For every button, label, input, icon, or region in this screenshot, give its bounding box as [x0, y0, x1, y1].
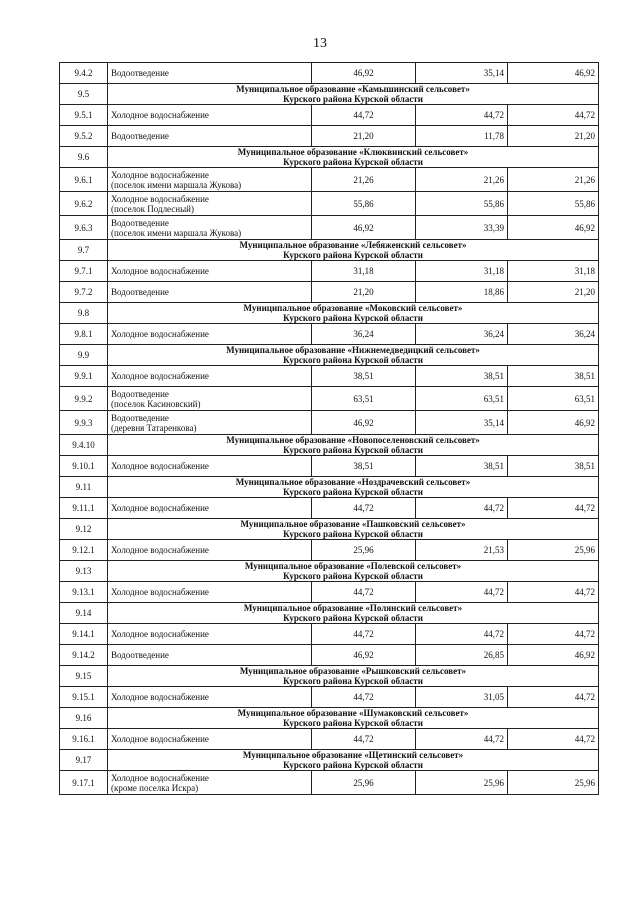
tariff-value-3: 46,92 — [508, 645, 599, 666]
row-number: 9.16 — [60, 708, 108, 729]
municipality-header-row — [60, 708, 599, 729]
tariff-value-1: 25,96 — [312, 771, 416, 795]
service-name-line: Водоотведение — [111, 388, 169, 399]
row-number: 9.12 — [60, 519, 108, 540]
service-name — [108, 366, 312, 387]
tariff-value-2: 21,26 — [416, 168, 508, 192]
municipality-title-line: Курского района Курской области — [283, 445, 423, 455]
tariff-value-1: 31,18 — [312, 261, 416, 282]
tariff-value-2: 55,86 — [416, 192, 508, 216]
tariff-value-3: 44,72 — [508, 498, 599, 519]
tariff-value-1: 21,26 — [312, 168, 416, 192]
row-number: 9.14 — [60, 603, 108, 624]
service-name — [108, 282, 312, 303]
row-number: 9.10.1 — [60, 456, 108, 477]
row-number: 9.5 — [60, 84, 108, 105]
service-name-line: Холодное водоснабжение — [111, 587, 209, 597]
tariff-value-1: 36,24 — [312, 324, 416, 345]
service-name-line: (деревня Татаренкова) — [111, 422, 197, 433]
tariff-value-2: 38,51 — [416, 366, 508, 387]
row-number: 9.13 — [60, 561, 108, 582]
municipality-title — [108, 561, 599, 582]
service-name-line: Холодное водоснабжение — [111, 545, 209, 555]
municipality-title-line: Муниципальное образование «Щетинский сельсовет» — [242, 750, 464, 760]
municipality-title-line: Курского района Курской области — [283, 94, 423, 104]
tariff-value-1: 44,72 — [312, 105, 416, 126]
service-name-line: (кроме поселка Искра) — [111, 782, 199, 793]
municipality-title-line: Муниципальное образование «Рышковский сельсовет» — [239, 666, 467, 676]
tariff-value-3: 55,86 — [508, 192, 599, 216]
service-name — [108, 624, 312, 645]
service-name — [108, 645, 312, 666]
tariff-value-1: 21,20 — [312, 282, 416, 303]
service-name-line: Холодное водоснабжение — [111, 266, 209, 276]
table-row — [60, 498, 599, 519]
table-row — [60, 366, 599, 387]
municipality-title — [108, 435, 599, 456]
tariff-value-3: 44,72 — [508, 582, 599, 603]
tariff-value-1: 46,92 — [312, 411, 416, 435]
row-number: 9.6.1 — [60, 168, 108, 192]
tariff-value-3: 46,92 — [508, 216, 599, 240]
tariff-value-3: 36,24 — [508, 324, 599, 345]
service-name — [108, 105, 312, 126]
tariff-value-1: 46,92 — [312, 63, 416, 84]
service-name-line: Холодное водоснабжение — [111, 692, 209, 702]
municipality-title-line: Курского района Курской области — [283, 250, 423, 260]
tariff-value-2: 25,96 — [416, 771, 508, 795]
row-number: 9.11 — [60, 477, 108, 498]
municipality-title — [108, 240, 599, 261]
municipality-title-line: Муниципальное образование «Камышинский сельсовет» — [236, 84, 470, 94]
tariff-value-2: 44,72 — [416, 105, 508, 126]
table-row — [60, 192, 599, 216]
municipality-title-line: Курского района Курской области — [283, 718, 423, 728]
tariff-value-2: 36,24 — [416, 324, 508, 345]
service-name — [108, 687, 312, 708]
tariff-value-3: 25,96 — [508, 540, 599, 561]
tariff-value-2: 33,39 — [416, 216, 508, 240]
tariff-value-2: 21,53 — [416, 540, 508, 561]
municipality-title — [108, 345, 599, 366]
tariff-value-2: 44,72 — [416, 582, 508, 603]
row-number: 9.4.10 — [60, 435, 108, 456]
service-name — [108, 387, 312, 411]
service-name-line: Холодное водоснабжение — [111, 169, 209, 180]
row-number: 9.8 — [60, 303, 108, 324]
municipality-title-line: Курского района Курской области — [283, 571, 423, 581]
municipality-title-line: Курского района Курской области — [283, 529, 423, 539]
tariff-value-1: 25,96 — [312, 540, 416, 561]
municipality-header-row — [60, 666, 599, 687]
municipality-title-line: Муниципальное образование «Клюквинский сельсовет» — [237, 147, 469, 157]
row-number: 9.13.1 — [60, 582, 108, 603]
service-name — [108, 582, 312, 603]
row-number: 9.7.2 — [60, 282, 108, 303]
page-number: 13 — [313, 36, 327, 51]
municipality-title-line: Курского района Курской области — [283, 613, 423, 623]
table-row — [60, 105, 599, 126]
municipality-title — [108, 708, 599, 729]
tariff-value-3: 46,92 — [508, 411, 599, 435]
tariff-value-2: 18,86 — [416, 282, 508, 303]
row-number: 9.9 — [60, 345, 108, 366]
row-number: 9.15.1 — [60, 687, 108, 708]
tariff-value-2: 44,72 — [416, 729, 508, 750]
tariff-value-3: 38,51 — [508, 366, 599, 387]
row-number: 9.14.2 — [60, 645, 108, 666]
service-name — [108, 540, 312, 561]
table-row — [60, 729, 599, 750]
tariff-value-3: 44,72 — [508, 624, 599, 645]
tariff-value-1: 38,51 — [312, 456, 416, 477]
municipality-title — [108, 84, 599, 105]
row-number: 9.9.1 — [60, 366, 108, 387]
municipality-header-row — [60, 519, 599, 540]
row-number: 9.5.2 — [60, 126, 108, 147]
table-row — [60, 582, 599, 603]
municipality-header-row — [60, 147, 599, 168]
municipality-title-line: Муниципальное образование «Полевской сельсовет» — [244, 561, 462, 571]
municipality-title-line: Муниципальное образование «Полянский сельсовет» — [243, 603, 463, 613]
municipality-title-line: Муниципальное образование «Лебяженский сельсовет» — [239, 240, 467, 250]
row-number: 9.17 — [60, 750, 108, 771]
row-number: 9.16.1 — [60, 729, 108, 750]
tariff-value-3: 21,20 — [508, 282, 599, 303]
municipality-title-line: Курского района Курской области — [283, 313, 423, 323]
tariff-value-3: 21,26 — [508, 168, 599, 192]
service-name-line: Холодное водоснабжение — [111, 461, 209, 471]
tariff-value-1: 44,72 — [312, 498, 416, 519]
municipality-header-row — [60, 240, 599, 261]
tariff-value-2: 44,72 — [416, 498, 508, 519]
service-name — [108, 192, 312, 216]
tariff-value-2: 63,51 — [416, 387, 508, 411]
row-number: 9.11.1 — [60, 498, 108, 519]
municipality-header-row — [60, 345, 599, 366]
service-name-line: Водоотведение — [111, 217, 169, 228]
table-row — [60, 282, 599, 303]
tariff-value-2: 31,05 — [416, 687, 508, 708]
service-name-line: Холодное водоснабжение — [111, 772, 209, 783]
row-number: 9.12.1 — [60, 540, 108, 561]
tariff-value-3: 44,72 — [508, 687, 599, 708]
service-name — [108, 324, 312, 345]
row-number: 9.9.2 — [60, 387, 108, 411]
municipality-title-line: Муниципальное образование «Пашковский сельсовет» — [240, 519, 466, 529]
municipality-title — [108, 477, 599, 498]
municipality-title-line: Курского района Курской области — [283, 157, 423, 167]
row-number: 9.7 — [60, 240, 108, 261]
municipality-title — [108, 750, 599, 771]
tariff-value-1: 55,86 — [312, 192, 416, 216]
municipality-title-line: Курского района Курской области — [283, 760, 423, 770]
service-name — [108, 498, 312, 519]
service-name — [108, 216, 312, 240]
tariff-value-2: 35,14 — [416, 63, 508, 84]
municipality-header-row — [60, 435, 599, 456]
table-row — [60, 387, 599, 411]
municipality-title-line: Муниципальное образование «Ноздрачевский сельсовет» — [235, 477, 471, 487]
municipality-title-line: Муниципальное образование «Моковский сельсовет» — [243, 303, 463, 313]
tariff-table — [59, 62, 599, 795]
tariff-value-2: 44,72 — [416, 624, 508, 645]
service-name-line: Холодное водоснабжение — [111, 110, 209, 120]
municipality-header-row — [60, 477, 599, 498]
service-name-line: Водоотведение — [111, 412, 169, 423]
row-number: 9.7.1 — [60, 261, 108, 282]
service-name-line: Водоотведение — [111, 650, 169, 660]
tariff-value-1: 46,92 — [312, 216, 416, 240]
service-name-line: Холодное водоснабжение — [111, 629, 209, 639]
tariff-table-body — [60, 63, 599, 795]
service-name-line: (поселок Касиновский) — [111, 398, 201, 409]
row-number: 9.9.3 — [60, 411, 108, 435]
table-row — [60, 540, 599, 561]
municipality-header-row — [60, 603, 599, 624]
service-name — [108, 126, 312, 147]
table-row — [60, 216, 599, 240]
tariff-value-3: 44,72 — [508, 105, 599, 126]
table-row — [60, 687, 599, 708]
table-row — [60, 168, 599, 192]
tariff-value-2: 31,18 — [416, 261, 508, 282]
municipality-header-row — [60, 84, 599, 105]
tariff-value-3: 46,92 — [508, 63, 599, 84]
municipality-title-line: Муниципальное образование «Нижнемедведицкий сельсовет» — [226, 345, 480, 355]
municipality-title — [108, 666, 599, 687]
service-name-line: Водоотведение — [111, 287, 169, 297]
municipality-header-row — [60, 750, 599, 771]
municipality-title-line: Курского района Курской области — [283, 487, 423, 497]
tariff-value-3: 44,72 — [508, 729, 599, 750]
service-name-line: Холодное водоснабжение — [111, 734, 209, 744]
municipality-title-line: Курского района Курской области — [283, 355, 423, 365]
tariff-value-1: 44,72 — [312, 729, 416, 750]
table-row — [60, 456, 599, 477]
service-name-line: Водоотведение — [111, 131, 169, 141]
tariff-value-1: 21,20 — [312, 126, 416, 147]
table-row — [60, 261, 599, 282]
table-row — [60, 63, 599, 84]
tariff-value-3: 21,20 — [508, 126, 599, 147]
municipality-title-line: Муниципальное образование «Новопоселеновский сельсовет» — [226, 435, 480, 445]
service-name — [108, 411, 312, 435]
service-name — [108, 63, 312, 84]
table-row — [60, 645, 599, 666]
municipality-header-row — [60, 303, 599, 324]
municipality-title — [108, 147, 599, 168]
service-name — [108, 729, 312, 750]
tariff-value-1: 63,51 — [312, 387, 416, 411]
municipality-title — [108, 519, 599, 540]
row-number: 9.6.3 — [60, 216, 108, 240]
table-row — [60, 324, 599, 345]
service-name-line: Водоотведение — [111, 68, 169, 78]
tariff-value-2: 11,78 — [416, 126, 508, 147]
row-number: 9.6.2 — [60, 192, 108, 216]
table-row — [60, 624, 599, 645]
municipality-title — [108, 303, 599, 324]
service-name — [108, 771, 312, 795]
service-name — [108, 261, 312, 282]
row-number: 9.15 — [60, 666, 108, 687]
tariff-value-1: 46,92 — [312, 645, 416, 666]
row-number: 9.4.2 — [60, 63, 108, 84]
tariff-value-3: 63,51 — [508, 387, 599, 411]
tariff-value-2: 26,85 — [416, 645, 508, 666]
row-number: 9.5.1 — [60, 105, 108, 126]
tariff-value-3: 38,51 — [508, 456, 599, 477]
service-name-line: (поселок Подлесный) — [111, 203, 194, 214]
municipality-title — [108, 603, 599, 624]
service-name-line: (поселок имени маршала Жукова) — [111, 227, 242, 238]
row-number: 9.14.1 — [60, 624, 108, 645]
tariff-value-3: 25,96 — [508, 771, 599, 795]
tariff-value-1: 44,72 — [312, 582, 416, 603]
service-name-line: Холодное водоснабжение — [111, 371, 209, 381]
service-name — [108, 168, 312, 192]
row-number: 9.17.1 — [60, 771, 108, 795]
municipality-title-line: Курского района Курской области — [283, 676, 423, 686]
municipality-title-line: Муниципальное образование «Шумаковский сельсовет» — [237, 708, 469, 718]
service-name-line: Холодное водоснабжение — [111, 503, 209, 513]
service-name-line: Холодное водоснабжение — [111, 193, 209, 204]
table-row — [60, 411, 599, 435]
row-number: 9.8.1 — [60, 324, 108, 345]
tariff-value-2: 38,51 — [416, 456, 508, 477]
tariff-value-1: 38,51 — [312, 366, 416, 387]
municipality-header-row — [60, 561, 599, 582]
service-name-line: Холодное водоснабжение — [111, 329, 209, 339]
table-row — [60, 126, 599, 147]
service-name-line: (поселок имени маршала Жукова) — [111, 179, 242, 190]
tariff-value-3: 31,18 — [508, 261, 599, 282]
tariff-value-1: 44,72 — [312, 687, 416, 708]
row-number: 9.6 — [60, 147, 108, 168]
tariff-value-2: 35,14 — [416, 411, 508, 435]
service-name — [108, 456, 312, 477]
tariff-value-1: 44,72 — [312, 624, 416, 645]
table-row — [60, 771, 599, 795]
